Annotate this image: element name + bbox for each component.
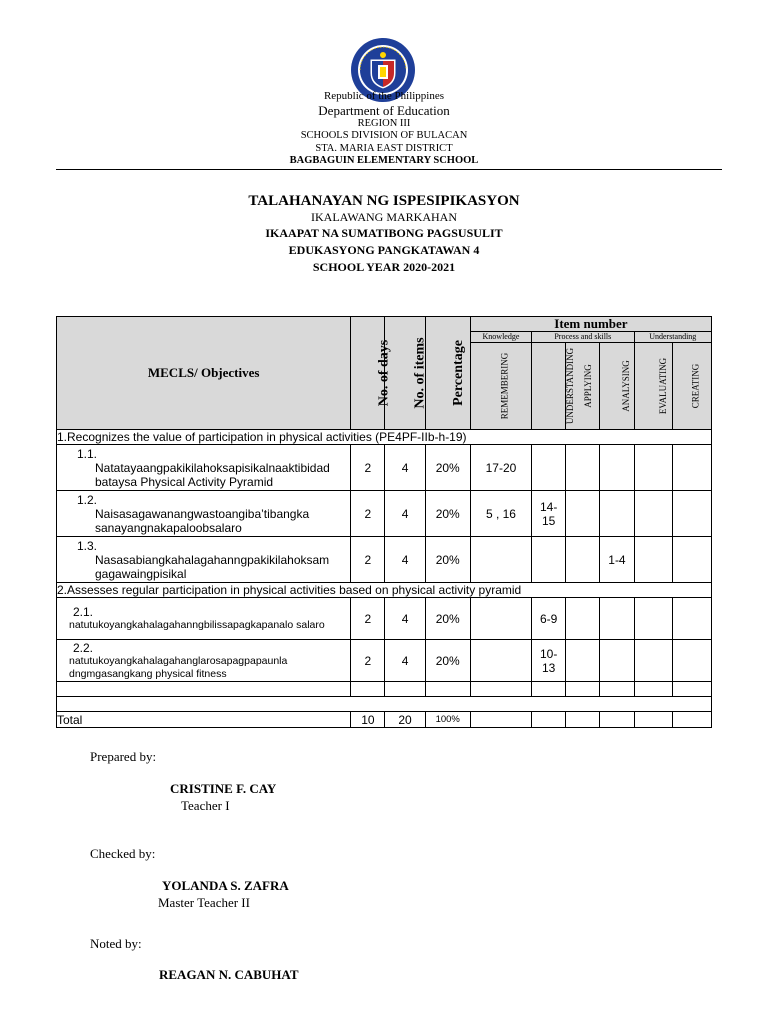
category-knowledge: Knowledge xyxy=(470,332,531,343)
item-number-header: Item number xyxy=(470,317,711,332)
total-row xyxy=(57,712,712,728)
evaluating-cell xyxy=(634,537,672,583)
total-days: 10 xyxy=(351,712,385,728)
applying-cell xyxy=(566,537,600,583)
items-column-header: No. of items xyxy=(385,317,425,430)
noted-by-label: Noted by: xyxy=(90,936,142,951)
checked-by-label: Checked by: xyxy=(90,846,156,861)
applying-cell xyxy=(566,445,600,491)
creating-cell xyxy=(672,445,711,491)
analysing-cell xyxy=(600,640,634,682)
school-line: BAGBAGUIN ELEMENTARY SCHOOL xyxy=(289,155,479,166)
objectives-column-header: MECLS/ Objectives xyxy=(57,317,351,430)
total-label: Total xyxy=(57,712,351,728)
level-analysing: ANALYSING xyxy=(600,343,634,430)
applying-cell xyxy=(566,640,600,682)
creating-cell xyxy=(672,598,711,640)
department-line: Department of Education xyxy=(318,103,450,118)
creating-cell xyxy=(672,491,711,537)
remembering-cell: 5 , 16 xyxy=(470,491,531,537)
items-cell: 4 xyxy=(385,537,425,583)
objective-number: 1.3. xyxy=(77,538,98,553)
understanding-cell: 14- 15 xyxy=(532,491,566,537)
test-line: IKAAPAT NA SUMATIBONG PAGSUSULIT xyxy=(265,226,503,240)
items-cell: 4 xyxy=(385,640,425,682)
level-remembering: REMEMBERING xyxy=(470,343,531,430)
total-percentage: 100% xyxy=(425,712,470,728)
level-evaluating: EVALUATING xyxy=(634,343,672,430)
quarter-line: IKALAWANG MARKAHAN xyxy=(310,210,458,224)
prepared-by-name: CRISTINE F. CAY xyxy=(170,781,277,796)
region-line: REGION III xyxy=(357,118,411,129)
percentage-cell: 20% xyxy=(425,640,470,682)
remembering-cell xyxy=(470,537,531,583)
category-understanding: Understanding xyxy=(634,332,711,343)
level-understanding: UNDERSTANDING xyxy=(532,343,566,430)
creating-cell xyxy=(672,640,711,682)
creating-cell xyxy=(672,537,711,583)
objective-cell xyxy=(57,445,351,491)
country-line: Republic of the Philippines xyxy=(323,90,445,102)
percentage-cell: 20% xyxy=(425,445,470,491)
objective-cell xyxy=(57,537,351,583)
analysing-cell: 1-4 xyxy=(600,537,634,583)
days-cell: 2 xyxy=(351,640,385,682)
objective-cell xyxy=(57,491,351,537)
school-year-line: SCHOOL YEAR 2020-2021 xyxy=(312,260,456,274)
objective-number: 1.1. xyxy=(77,446,98,461)
objective-number: 2.1. xyxy=(73,605,94,619)
specification-table xyxy=(56,316,712,728)
objective-text: natutukoyangkahalagahanglarosapagpapaunla dngmgasangkang physical fitness xyxy=(69,654,288,680)
items-cell: 4 xyxy=(385,491,425,537)
analysing-cell xyxy=(600,491,634,537)
remembering-cell xyxy=(470,640,531,682)
percentage-column-header: Percentage xyxy=(425,317,470,430)
remembering-cell: 17-20 xyxy=(470,445,531,491)
table-row xyxy=(57,491,712,537)
understanding-cell xyxy=(532,445,566,491)
evaluating-cell xyxy=(634,445,672,491)
category-process-skills: Process and skills xyxy=(532,332,634,343)
objective-text: natutukoyangkahalagahanngbilissapagkapanalo salaro xyxy=(69,619,325,631)
objective-text: Nasasabiangkahalagahanngpakikilahoksam gagawaingpisikal xyxy=(95,552,330,581)
understanding-cell: 10- 13 xyxy=(532,640,566,682)
objective-text: Naisasagawanangwastoangiba’tibangka sanayangnakapaloobsalaro xyxy=(95,506,310,535)
days-cell: 2 xyxy=(351,598,385,640)
percentage-cell: 20% xyxy=(425,537,470,583)
remembering-cell xyxy=(470,598,531,640)
applying-cell xyxy=(566,598,600,640)
objective-cell xyxy=(57,598,351,640)
days-column-header: No. of days xyxy=(351,317,385,430)
empty-row xyxy=(57,697,712,712)
prepared-by-title: Teacher I xyxy=(181,798,230,813)
district-line: STA. MARIA EAST DISTRICT xyxy=(315,143,453,154)
evaluating-cell xyxy=(634,598,672,640)
noted-by-name: REAGAN N. CABUHAT xyxy=(159,967,299,982)
understanding-cell xyxy=(532,537,566,583)
analysing-cell xyxy=(600,445,634,491)
section-1-heading: 1.Recognizes the value of participation in physical activities (PE4PF-IIb-h-19) xyxy=(57,430,712,445)
objective-number: 1.2. xyxy=(77,492,98,507)
prepared-by-label: Prepared by: xyxy=(90,749,157,764)
level-creating: CREATING xyxy=(672,343,711,430)
empty-row xyxy=(57,682,712,697)
evaluating-cell xyxy=(634,491,672,537)
total-items: 20 xyxy=(385,712,425,728)
table-row xyxy=(57,640,712,682)
level-applying: APPLYING xyxy=(566,343,600,430)
division-line: SCHOOLS DIVISION OF BULACAN xyxy=(300,130,468,141)
items-cell: 4 xyxy=(385,445,425,491)
days-cell: 2 xyxy=(351,445,385,491)
applying-cell xyxy=(566,491,600,537)
days-cell: 2 xyxy=(351,491,385,537)
objective-cell xyxy=(57,640,351,682)
subject-line: EDUKASYONG PANGKATAWAN 4 xyxy=(288,243,480,257)
items-cell: 4 xyxy=(385,598,425,640)
checked-by-name: YOLANDA S. ZAFRA xyxy=(162,878,289,893)
section-2-heading: 2.Assesses regular participation in physical activities based on physical activity pyramid xyxy=(57,583,712,598)
objective-number: 2.2. xyxy=(73,640,94,655)
header-divider xyxy=(56,169,722,170)
days-cell: 2 xyxy=(351,537,385,583)
table-row xyxy=(57,445,712,491)
percentage-cell: 20% xyxy=(425,491,470,537)
percentage-cell: 20% xyxy=(425,598,470,640)
evaluating-cell xyxy=(634,640,672,682)
analysing-cell xyxy=(600,598,634,640)
table-row xyxy=(57,537,712,583)
document-title: TALAHANAYAN NG ISPESIPIKASYON xyxy=(248,193,520,209)
table-row xyxy=(57,598,712,640)
understanding-cell: 6-9 xyxy=(532,598,566,640)
checked-by-title: Master Teacher II xyxy=(158,895,250,910)
objective-text: Natatayaangpakikilahoksapisikalnaaktibidad bataysa Physical Activity Pyramid xyxy=(95,460,330,489)
